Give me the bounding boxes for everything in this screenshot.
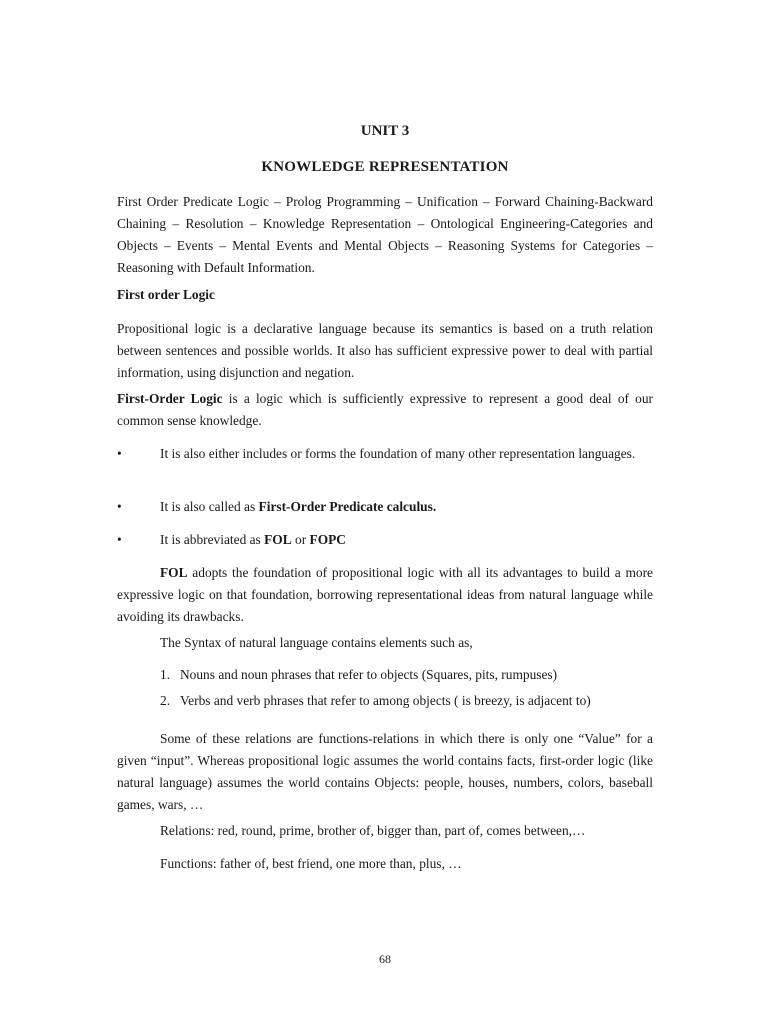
relations-paragraph: Some of these relations are functions-relations in which there is only one “Value” for a given “input”. Whereas propositional logic assumes the world contains facts, first-order logic (like natural language) assumes the world contains Objects: people, houses, numbers, colors, baseball games, wars, … [117,731,653,812]
syntax-paragraph: The Syntax of natural language contains elements such as, [160,635,473,650]
bullet-text: It is abbreviated as FOL or FOPC [160,532,346,547]
topics-paragraph: First Order Predicate Logic – Prolog Programming – Unification – Forward Chaining-Backward Chaining – Resolution – Knowledge Representation – Ontological Engineering-Categories and Objects – Events – Mental Events and Mental Objects – Reasoning Systems for Categories – Reasoning with Default Information. [117,194,653,275]
bullet-marker: • [117,532,122,547]
functions-examples: Functions: father of, best friend, one more than, plus, … [160,856,462,871]
unit-title: UNIT 3 [360,123,410,139]
propositional-logic-paragraph: Propositional logic is a declarative language because its semantics is based on a truth relation between sentences and possible worlds. It also has sufficient expressive power to deal with partial information, using disjunction and negation. [117,321,653,380]
section-heading: First order Logic [117,287,215,302]
page-title: KNOWLEDGE REPRESENTATION [261,159,509,175]
relations-examples: Relations: red, round, prime, brother of, bigger than, part of, comes between,… [160,823,586,838]
page-number: 68 [379,952,391,966]
document-page: UNIT 3 KNOWLEDGE REPRESENTATION First Order Predicate Logic – Prolog Programming – Unification – Forward Chaining-Backward Chaining – Resolution – Knowledge Representation – Ontological Engineering-Categories and Objects – Events – Mental Events and Mental Objects – Reasoning Systems for Categories – Reasoning with Default Information. First order Logic Propositional logic is a declarative language because its semantics is based on a truth relation between sentences and possible worlds. It also has sufficient expressive power to deal with partial information, using disjunction and negation. First-Order Logic is a logic which is sufficiently expressive to represent a good deal of our common sense knowledge. • It is also either includes or forms the foundation of many other representation languages. • It is also called as First-Order Predicate calculus. • It is abbreviated as FOL or FOPC FOL adopts the foundation of propositional logic with all its advantages to build a more expressive logic on that foundation, borrowing representational ideas from natural language while avoiding its drawbacks. The Syntax of natural language contains elements such as, 1. Nouns and noun phrases that refer to objects (Squares, pits, rumpuses) 2. Verbs and verb phrases that refer to among objects ( is breezy, is adjacent to) Some of these relations are functions-relations in which there is only one “Value” for a given “input”. Whereas propositional logic assumes the world contains facts, first-order logic (like natural language) assumes the world contains Objects: people, houses, numbers, colors, baseball games, wars, … Relations: red, round, prime, brother of, bigger than, part of, comes between,… Functions: father of, best friend, one more than, plus, … 68 [117,0,653,1024]
fol-definition-paragraph [117,388,653,432]
fol-definition-text: is a logic which is sufficiently expressive to represent a good deal of our common sense knowledge. [117,391,653,428]
bullet-text: It is also called as First-Order Predicate calculus. [160,499,437,514]
bullet-text: It is also either includes or forms the foundation of many other representation languages. [160,446,636,461]
fol-term: First-Order Logic [117,391,223,406]
bullet-marker: • [117,499,122,514]
fol-term: FOL [160,565,188,580]
bullet-marker: • [117,446,122,461]
fol-adopts-paragraph: FOL adopts the foundation of propositional logic with all its advantages to build a more expressive logic on that foundation, borrowing representational ideas from natural language while avoiding its drawbacks. [117,565,653,624]
